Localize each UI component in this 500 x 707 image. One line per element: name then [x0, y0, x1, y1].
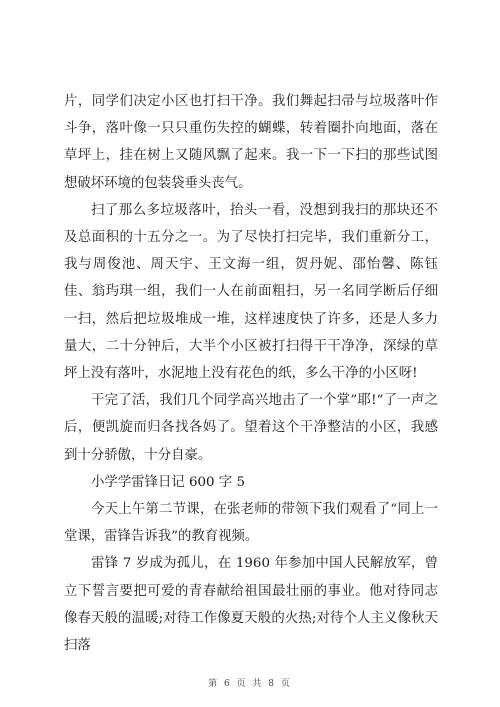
paragraph-1: 片，同学们决定小区也打扫干净。我们舞起扫帚与垃圾落叶作斗争，落叶像一只只重伤失控的蝴蝶，转着圈扑向地面，落在草坪上，挂在树上又随风飘了起来。我一下一下扫的那些试图想破坏环境的包装袋垂头丧气。 — [64, 94, 438, 191]
paragraph-5: 雷锋 7 岁成为孤儿，在 1960 年参加中国人民解放军，曾立下誓言要把可爱的青春献给祖国最壮丽的事业。他对待同志像春天般的温暖;对待工作像夏天般的火热;对待个人主义像秋天扫落 — [64, 556, 438, 654]
page-number-footer: 第 6 页 共 8 页 — [208, 679, 292, 689]
paragraph-3: 干完了活，我们几个同学高兴地击了一个掌”耶!“了一声之后，便凯旋而归各找各妈了。望着这个干净整洁的小区，我感到十分骄傲，十分自豪。 — [64, 393, 438, 463]
paragraph-4: 今天上午第二节课，在张老师的带领下我们观看了“同上一堂课，雷锋告诉我”的教育视频。 — [64, 502, 438, 545]
section-heading: 小学学雷锋日记 600 字 5 — [91, 474, 245, 490]
document-body — [64, 88, 438, 659]
paragraph-2: 扫了那么多垃圾落叶，抬头一看，没想到我扫的那块还不及总面积的十五分之一。为了尽快打扫完毕，我们重新分工，我与周俊池、周天宇、王文海一组，贺丹妮、邵怡馨、陈钰佳、翁玙琪一组，我们一人在前面粗扫，另一名同学断后仔细一扫，然后把垃圾堆成一堆，这样速度快了许多，还是人多力量大，二十分钟后，大半个小区被打扫得干干净净，深绿的草坪上没有落叶，水泥地上没有花色的纸，多么干净的小区呀! — [64, 202, 438, 382]
